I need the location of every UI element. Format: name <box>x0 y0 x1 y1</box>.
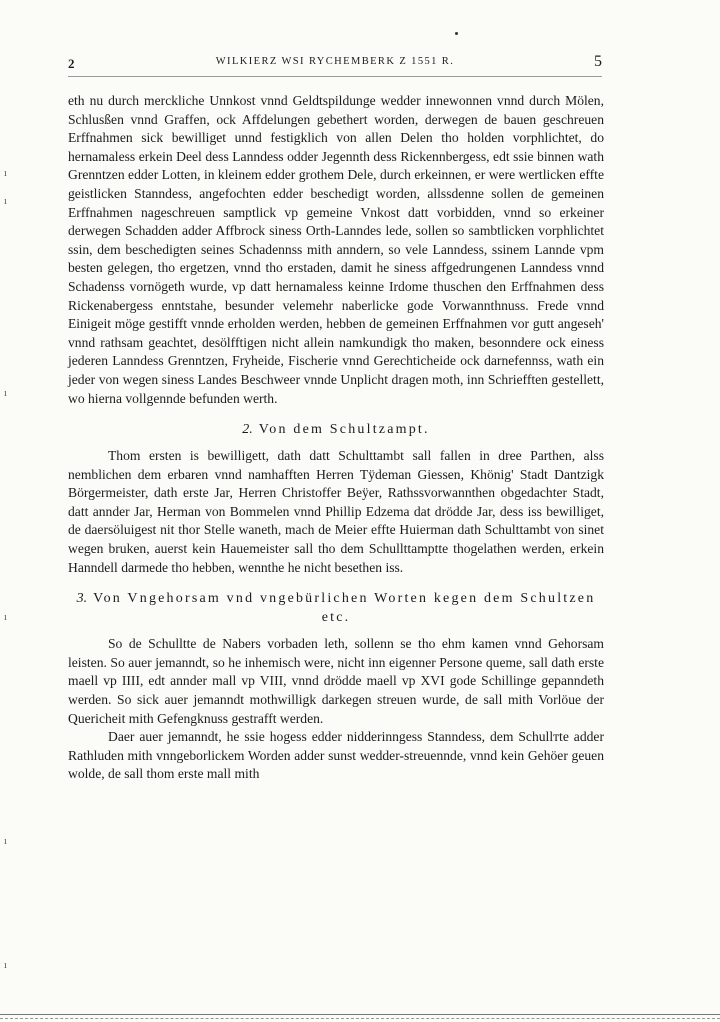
margin-speck: ı <box>4 960 7 971</box>
section-title: Von Vngehorsam vnd vngebürlichen Worten kegen dem Schultzen etc. <box>93 591 596 626</box>
margin-speck: ı <box>4 196 7 207</box>
page-number: 5 <box>594 53 602 70</box>
scan-bottom-edge <box>0 1014 720 1019</box>
section-title: Von dem Schultzampt. <box>258 422 430 438</box>
section-number: 2. <box>242 422 253 438</box>
section-heading-3 <box>68 589 604 627</box>
paragraph-worten: Daer auer jemanndt, he ssie hogess edder nidderinngess Stanndess, dem Schullтte adder Rathluden mith vnngeborlickem Worden adder sunst wedder-streuennde, vnnd kein Gehöer geuen wolde, de sall thom erste mall mith <box>68 729 604 782</box>
paragraph-continuation: eth nu durch merckliche Unnkost vnnd Geldtspildunge wedder innewonnen vnnd durch Mölen, Schlusßen vnnd Graffen, ock Affdelungen gebethert worden, derwegen de bauen geschreuen Erffnahmen sick bewilliget unnd festigklich von allen Delen tho holden vorphlichtet, do hernamaless erkein Deel dess Lanndess odder Jegennth dess Rickennbergess, edt ssie binnen wath Grenntzen edder Lotten, in kleinem edder grothem Dele, durch erkeinnen, er were wertlicken effte geistlicken Stanndess, angefochten edder beschedigt worden, allssdenne sollen de gemeinen Erffnahmen nageschreuen samptlick vp gemeine Vnkost datt vorbidden, vnnd so erkeiner derwegen Schadden adder Affbrock siness Orth-Lanndes lede, sollen so sambtlicken vorphlichtet ssin, dem beschedigten seines Schadennss mith anndern, so vele Lanndess, ssinem Lannde vpm besten gelegen, tho ergetzen, vnnd tho erstaden, damit he siness affgedrungenen Lanndess vnnd Schadenss vornögeth wurde, vp datt hernamaless keinne Irdome thuschen den Erffnahmen dess Rickenabergess enntstahe, besunder velemehr naberlicke gode Vorwannthnuss. Frede vnnd Einigeit möge gestifft vnnde erholden werden, hebben de gemeinen Erffnahmen vor gutt angeseh' vnnd rathsam geachtet, desölfftigen nicht allein namkundigk tho maken, besonndere ock einess jederen Lanndess Grenntzen, Fryheide, Fischerie vnnd Gerechticheide ock darnefennss, wath ein jeder von wegen siness Landes Beschweer vnnde Unplicht dragen moth, inn Schriefften gestellett, wo hierna vollgennde befunden werth. <box>68 93 604 406</box>
paragraph-gehorsam: So de Schulltte de Nabers vorbaden leth, sollenn se tho ehm kamen vnnd Gehorsam leisten. So auer jemanndt, so he inhemisch were, nicht inn eigenner Persone queme, sall dath erste maell vp IIII, edt annder mall vp VIII, vnnd drödde maell vp XVI gode Schillinge gepanndeth werden. So sick auer jemanndt mothwilligk darkegen streuen wurde, de sall mith Vorlöue der Quericheit mith Gefengknuss gestrafft werden. <box>68 636 604 726</box>
section-heading-2 <box>68 420 604 439</box>
document-body <box>68 92 604 784</box>
running-header <box>68 54 602 77</box>
running-title: WILKIERZ WSI RYCHEMBERK Z 1551 R. <box>215 56 455 67</box>
section-number: 3. <box>76 591 88 607</box>
paragraph-schultzampt: Thom ersten is bewilligett, dath datt Schulttambt sall fallen in dree Parthen, alss nemblichen dem erbaren vnnd namhafften Herren Tÿdeman Giessen, Khönig' Stadt Dantzigk Börgermeister, dath erste Jar, Herren Christoffer Beÿer, Rathssvorwannthen obgedachter Stadt, datt annder Jar, Herman von Bommelen vnnd Phillip Edzema dat drödde Jar, dess iss bewilliget, de daersöluigest nit thor Stelle waneth, mach de Meier effte Huierman dath Schulttambt von sinet wegen bruken, auerst kein Hauemeister sall tho dem Schullttamptte thogelathen werden, erkein Hanndell darmede tho hebben, wennthe he nicht besethen iss. <box>68 448 604 575</box>
original-page-number: 2 <box>68 56 75 71</box>
print-speck <box>455 32 458 35</box>
margin-speck: ı <box>4 388 7 399</box>
margin-speck: ı <box>4 612 7 623</box>
margin-speck: ı <box>4 168 7 179</box>
margin-speck: ı <box>4 836 7 847</box>
